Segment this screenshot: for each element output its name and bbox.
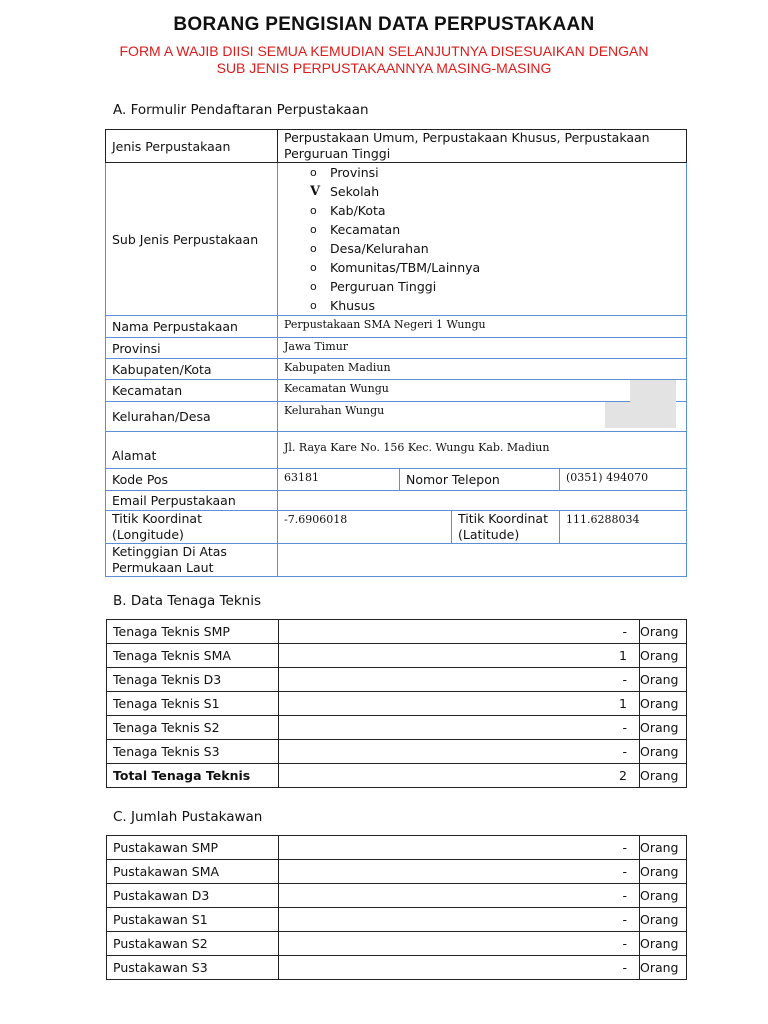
table-row [107, 956, 687, 980]
sub-jenis-option[interactable] [310, 277, 686, 296]
radio-bullet-icon: o [310, 299, 317, 312]
registration-form-table [105, 129, 687, 577]
tenaga-teknis-value[interactable]: 1 [279, 644, 640, 668]
sub-jenis-option-label: Kab/Kota [330, 203, 386, 218]
latitude-label: Titik Koordinat (Latitude) [452, 511, 560, 544]
total-unit: Orang [640, 764, 687, 788]
sub-jenis-option[interactable] [310, 201, 686, 220]
sub-jenis-option[interactable] [310, 239, 686, 258]
tenaga-teknis-table [106, 619, 687, 788]
tenaga-teknis-label: Tenaga Teknis S3 [107, 740, 279, 764]
longitude-label: Titik Koordinat (Longitude) [106, 511, 278, 544]
radio-bullet-icon: o [310, 223, 317, 236]
radio-bullet-icon: o [310, 261, 317, 274]
kodepos-label: Kode Pos [106, 469, 278, 491]
pustakawan-value[interactable]: - [279, 932, 640, 956]
page-title: BORANG PENGISIAN DATA PERPUSTAKAAN [173, 14, 595, 35]
nama-value[interactable]: Perpustakaan SMA Negeri 1 Wungu [278, 316, 687, 338]
pustakawan-unit: Orang [640, 884, 687, 908]
section-a-heading: A. Formulir Pendaftaran Perpustakaan [113, 102, 369, 118]
redaction-box [630, 380, 676, 402]
table-row [107, 644, 687, 668]
tenaga-teknis-value[interactable]: - [279, 716, 640, 740]
sub-jenis-options [278, 163, 687, 316]
kabupaten-label: Kabupaten/Kota [106, 359, 278, 380]
table-row [107, 836, 687, 860]
redaction-box [605, 402, 676, 428]
latitude-value[interactable]: 111.6288034 [560, 511, 687, 544]
provinsi-label: Provinsi [106, 338, 278, 359]
radio-bullet-icon: o [310, 280, 317, 293]
tenaga-teknis-unit: Orang [640, 644, 687, 668]
tenaga-teknis-unit: Orang [640, 716, 687, 740]
sub-jenis-option[interactable] [310, 258, 686, 277]
ketinggian-label: Ketinggian Di Atas Permukaan Laut [106, 544, 278, 577]
table-row [107, 620, 687, 644]
tenaga-teknis-value[interactable]: 1 [279, 692, 640, 716]
checkmark-icon: V [310, 184, 321, 199]
kabupaten-value[interactable]: Kabupaten Madiun [278, 359, 687, 380]
nama-label: Nama Perpustakaan [106, 316, 278, 338]
jenis-label: Jenis Perpustakaan [106, 130, 278, 163]
email-label: Email Perpustakaan [106, 491, 278, 511]
table-row [107, 932, 687, 956]
kelurahan-label: Kelurahan/Desa [106, 402, 278, 432]
sub-jenis-label: Sub Jenis Perpustakaan [106, 163, 278, 316]
telepon-label: Nomor Telepon [400, 469, 560, 491]
sub-jenis-option-label: Perguruan Tinggi [330, 279, 437, 294]
table-row [107, 860, 687, 884]
kecamatan-value[interactable]: Kecamatan Wungu [278, 380, 687, 402]
table-row [107, 668, 687, 692]
pustakawan-value[interactable]: - [279, 956, 640, 980]
total-value: 2 [279, 764, 640, 788]
sub-jenis-option[interactable] [310, 163, 686, 182]
tenaga-teknis-unit: Orang [640, 668, 687, 692]
kecamatan-label: Kecamatan [106, 380, 278, 402]
pustakawan-label: Pustakawan S2 [107, 932, 279, 956]
pustakawan-label: Pustakawan SMA [107, 860, 279, 884]
tenaga-teknis-unit: Orang [640, 692, 687, 716]
table-row [107, 740, 687, 764]
kelurahan-value[interactable]: Kelurahan Wungu [278, 402, 687, 432]
pustakawan-unit: Orang [640, 932, 687, 956]
pustakawan-label: Pustakawan S3 [107, 956, 279, 980]
sub-jenis-option-label: Provinsi [330, 165, 379, 180]
pustakawan-table [106, 835, 687, 980]
tenaga-teknis-value[interactable]: - [279, 740, 640, 764]
alamat-value[interactable]: Jl. Raya Kare No. 156 Kec. Wungu Kab. Madiun [278, 432, 687, 469]
pustakawan-unit: Orang [640, 836, 687, 860]
email-value[interactable] [278, 491, 687, 511]
instruction-note: FORM A WAJIB DIISI SEMUA KEMUDIAN SELANJUTNYA DISESUAIKAN DENGAN SUB JENIS PERPUSTAKAANNYA MASING-MASING [119, 43, 649, 76]
alamat-label: Alamat [106, 432, 278, 469]
table-row [107, 716, 687, 740]
sub-jenis-option-label: Sekolah [330, 184, 380, 199]
telepon-value[interactable]: (0351) 494070 [560, 469, 687, 491]
tenaga-teknis-unit: Orang [640, 740, 687, 764]
tenaga-teknis-label: Tenaga Teknis SMA [107, 644, 279, 668]
pustakawan-unit: Orang [640, 860, 687, 884]
pustakawan-unit: Orang [640, 908, 687, 932]
table-row [107, 692, 687, 716]
tenaga-teknis-value[interactable]: - [279, 620, 640, 644]
ketinggian-value[interactable] [278, 544, 687, 577]
section-c-heading: C. Jumlah Pustakawan [113, 809, 263, 825]
pustakawan-value[interactable]: - [279, 908, 640, 932]
pustakawan-label: Pustakawan S1 [107, 908, 279, 932]
sub-jenis-option-label: Khusus [330, 298, 375, 313]
tenaga-teknis-unit: Orang [640, 620, 687, 644]
sub-jenis-option-label: Komunitas/TBM/Lainnya [330, 260, 481, 275]
tenaga-teknis-label: Tenaga Teknis D3 [107, 668, 279, 692]
sub-jenis-option-label: Kecamatan [330, 222, 401, 237]
tenaga-teknis-label: Tenaga Teknis SMP [107, 620, 279, 644]
longitude-value[interactable]: -7.6906018 [278, 511, 452, 544]
tenaga-teknis-label: Tenaga Teknis S2 [107, 716, 279, 740]
radio-bullet-icon: o [310, 242, 317, 255]
pustakawan-value[interactable]: - [279, 884, 640, 908]
pustakawan-unit: Orang [640, 956, 687, 980]
sub-jenis-option[interactable] [310, 296, 686, 315]
kodepos-value[interactable]: 63181 [278, 469, 400, 491]
table-row [107, 884, 687, 908]
section-b-heading: B. Data Tenaga Teknis [113, 593, 262, 609]
total-label: Total Tenaga Teknis [107, 764, 279, 788]
pustakawan-label: Pustakawan D3 [107, 884, 279, 908]
sub-jenis-option[interactable] [310, 220, 686, 239]
pustakawan-label: Pustakawan SMP [107, 836, 279, 860]
jenis-value: Perpustakaan Umum, Perpustakaan Khusus, Perpustakaan Perguruan Tinggi [278, 130, 687, 163]
table-row [107, 908, 687, 932]
radio-bullet-icon: o [310, 166, 317, 179]
tenaga-teknis-value[interactable]: - [279, 668, 640, 692]
tenaga-teknis-label: Tenaga Teknis S1 [107, 692, 279, 716]
sub-jenis-option[interactable] [310, 182, 686, 201]
sub-jenis-option-label: Desa/Kelurahan [330, 241, 429, 256]
pustakawan-value[interactable]: - [279, 836, 640, 860]
provinsi-value[interactable]: Jawa Timur [278, 338, 687, 359]
pustakawan-value[interactable]: - [279, 860, 640, 884]
radio-bullet-icon: o [310, 204, 317, 217]
